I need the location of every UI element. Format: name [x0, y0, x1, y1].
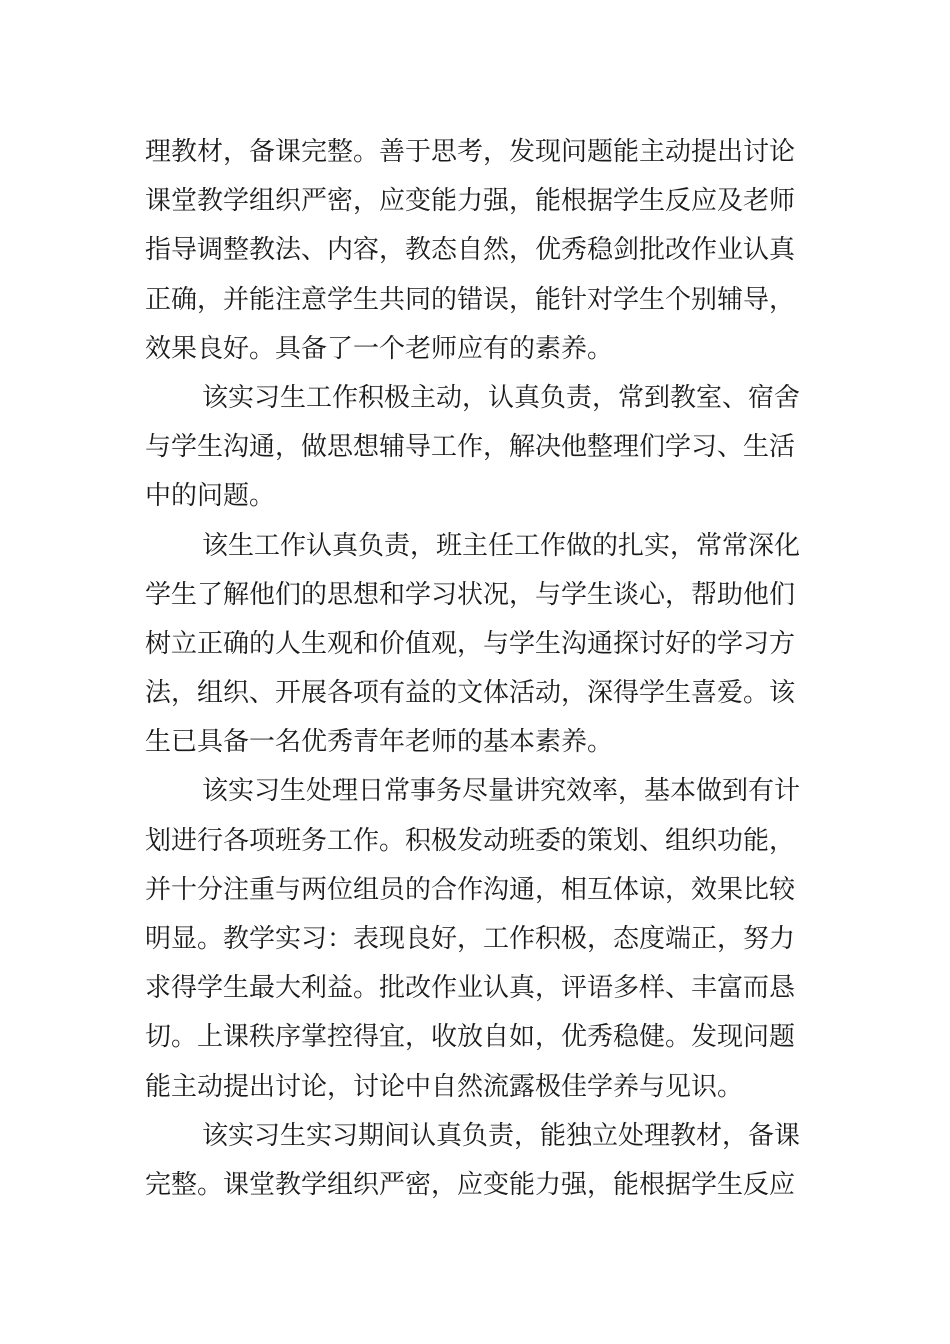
text-line: 正确，并能注意学生共同的错误，能针对学生个别辅导，	[145, 284, 796, 315]
text-line: 明显。教学实习：表现良好，工作积极，态度端正，努力	[145, 924, 796, 954]
text-line: 法，组织、开展各项有益的文体活动，深得学生喜爱。该	[145, 678, 796, 709]
paragraph-first-line: 该实习生实习期间认真负责，能独立处理教材，备课	[202, 1120, 801, 1151]
body-text	[145, 128, 810, 1210]
text-line: 效果良好。具备了一个老师应有的素养。	[145, 333, 614, 364]
text-line: 并十分注重与两位组员的合作沟通，相互体谅，效果比较	[145, 874, 796, 905]
text-line: 完整。课堂教学组织严密，应变能力强，能根据学生反应	[145, 1169, 796, 1200]
text-line: 能主动提出讨论，讨论中自然流露极佳学养与见识。	[145, 1071, 744, 1102]
text-line: 求得学生最大利益。批改作业认真，评语多样、丰富而恳	[145, 973, 796, 1004]
text-line: 指导调整教法、内容，教态自然，优秀稳剑批改作业认真	[145, 235, 796, 266]
text-line: 切。上课秩序掌控得宜，收放自如，优秀稳健。发现问题	[145, 1022, 796, 1053]
text-line: 中的问题。	[145, 481, 276, 512]
text-line: 生已具备一名优秀青年老师的基本素养。	[145, 727, 614, 758]
text-line: 树立正确的人生观和价值观，与学生沟通探讨好的学习方	[145, 628, 796, 659]
text-line: 划进行各项班务工作。积极发动班委的策划、组织功能，	[145, 825, 796, 856]
text-line: 课堂教学组织严密，应变能力强，能根据学生反应及老师	[145, 186, 796, 217]
text-line: 理教材，备课完整。善于思考，发现问题能主动提出讨论	[145, 137, 796, 167]
paragraph-first-line: 该实习生工作积极主动，认真负责，常到教室、宿舍	[202, 382, 801, 413]
text-line: 学生了解他们的思想和学习状况，与学生谈心，帮助他们	[145, 579, 796, 610]
paragraph-first-line: 该生工作认真负责，班主任工作做的扎实，常常深化	[202, 530, 801, 561]
text-line: 与学生沟通，做思想辅导工作，解决他整理们学习、生活	[145, 432, 796, 463]
paragraph-first-line: 该实习生处理日常事务尽量讲究效率，基本做到有计	[202, 776, 801, 807]
